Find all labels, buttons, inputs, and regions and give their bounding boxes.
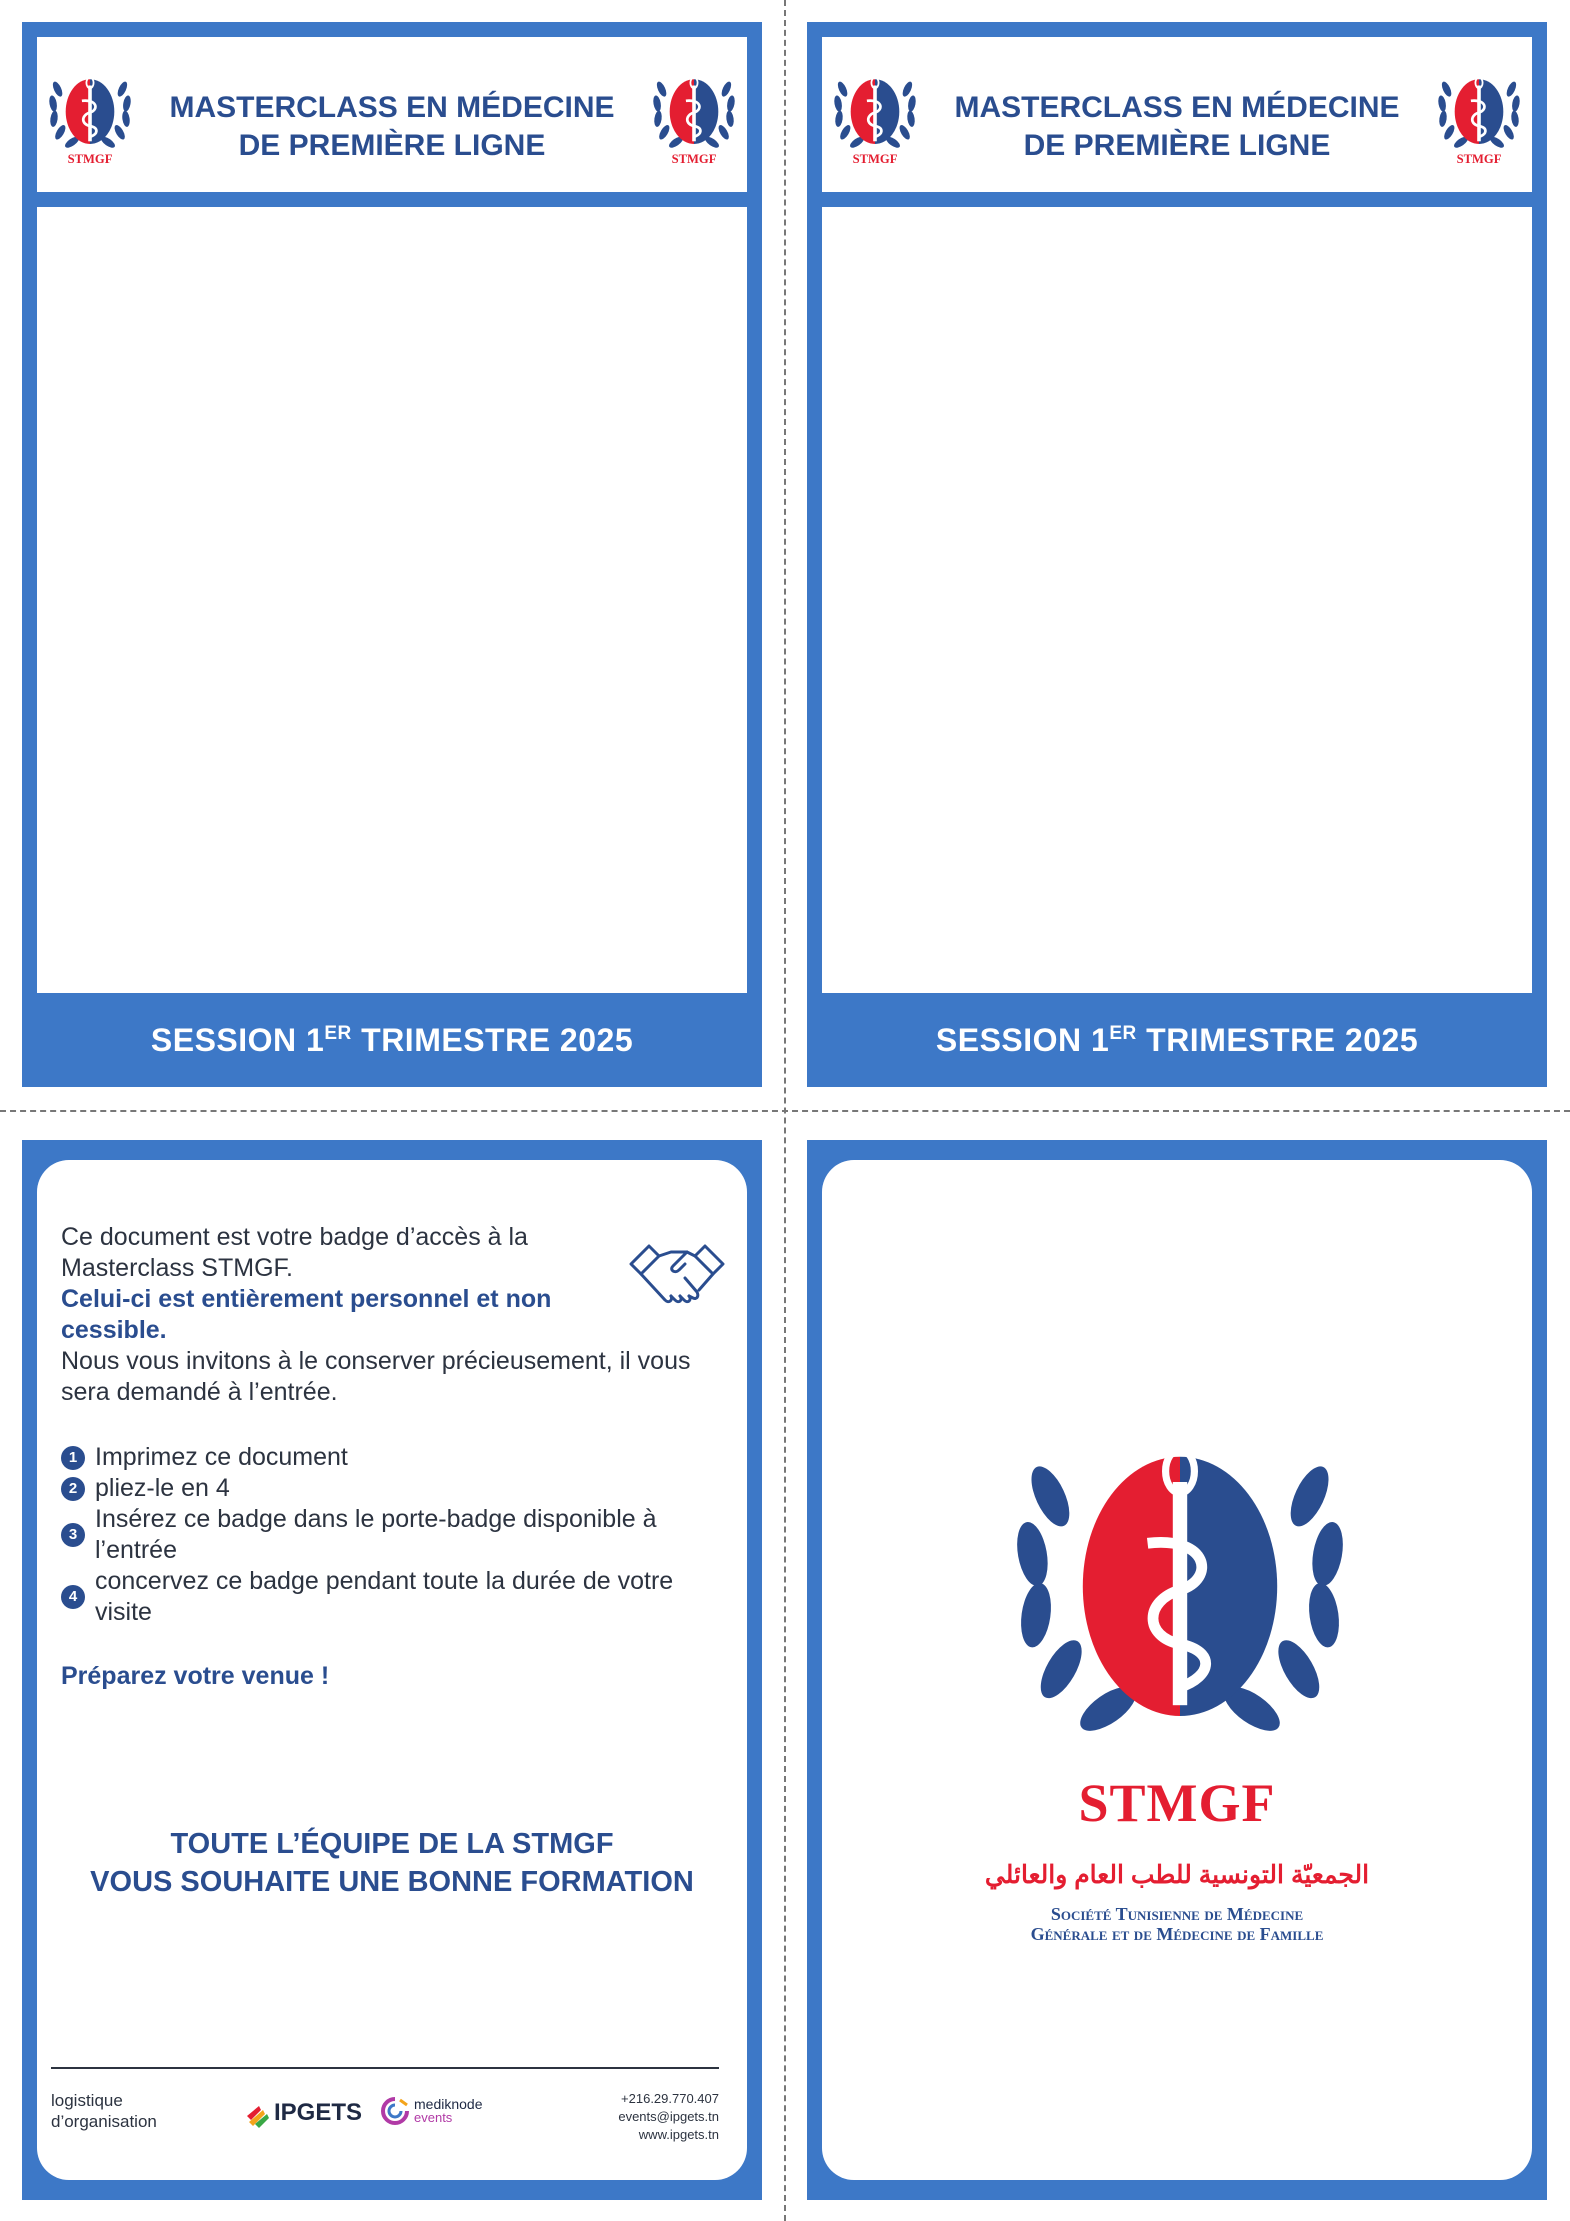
- badge-header: [822, 37, 1532, 192]
- mediknode-logo: mediknode events: [380, 2096, 483, 2126]
- session-label: SESSION 1ER TRIMESTRE 2025: [150, 1022, 634, 1058]
- badge-front-left: [22, 22, 762, 1087]
- cover-panel: [822, 1160, 1532, 2180]
- stmgf-logo-icon: [45, 67, 135, 167]
- badge-front-right: [807, 22, 1547, 1087]
- list-item: 4 concervez ce badge pendant toute la durée de votre visite: [61, 1566, 721, 1628]
- logistique-label: logistique d’organisation: [51, 2091, 157, 2131]
- stmgf-logo-icon: [649, 67, 739, 167]
- contact-info: [618, 2090, 719, 2144]
- svg-text:STMGF: STMGF: [852, 151, 898, 166]
- ipgets-logo: IPGETS: [245, 2098, 362, 2128]
- badge-blank-area: [37, 207, 747, 993]
- stmgf-wordmark: STMGF: [1078, 1773, 1276, 1833]
- society-name: Société Tunisienne de Médecine Générale et de Médecine de Famille: [1030, 1904, 1324, 1944]
- info-panel: [37, 1160, 747, 2180]
- footer-divider: [51, 2067, 719, 2069]
- badge-cover-card: [807, 1140, 1547, 2200]
- intro-text: Ce document est votre badge d’accès à la Masterclass STMGF. Celui-ci est entièrement personnel et non cessible. Nous vous invitons à le conserver précieusement, il vous sera demandé à l’entrée.: [61, 1223, 691, 1406]
- badge-info-card: [22, 1140, 762, 2200]
- list-item: 1 Imprimez ce document: [61, 1442, 721, 1473]
- ipgets-mark-icon: [245, 2098, 271, 2128]
- mediknode-mark-icon: [380, 2096, 410, 2126]
- contact-email: events@ipgets.tn: [618, 2109, 719, 2124]
- step-number-badge: 4: [61, 1585, 85, 1609]
- svg-text:STMGF: STMGF: [1456, 151, 1502, 166]
- stmgf-logo-icon: [830, 67, 920, 167]
- list-item: 3 Insérez ce badge dans le porte-badge disponible à l’entrée: [61, 1504, 721, 1566]
- step-number-badge: 2: [61, 1477, 85, 1501]
- badge-header: [37, 37, 747, 192]
- fold-line-horizontal: [0, 1110, 1570, 1112]
- arabic-society-name: الجمعيّة التونسية للطب العام والعائلي: [984, 1861, 1370, 1889]
- instruction-list: [61, 1442, 721, 1628]
- svg-text:STMGF: STMGF: [671, 151, 717, 166]
- badge-blank-area: [822, 207, 1532, 993]
- stmgf-emblem-icon: [1000, 1410, 1360, 1770]
- contact-website: www.ipgets.tn: [638, 2127, 719, 2142]
- step-number-badge: 1: [61, 1446, 85, 1470]
- session-label: SESSION 1ER TRIMESTRE 2025: [935, 1022, 1419, 1058]
- contact-phone: +216.29.770.407: [621, 2091, 719, 2106]
- masterclass-title: MASTERCLASS EN MÉDECINE DE PREMIÈRE LIGNE: [169, 91, 615, 162]
- step-number-badge: 3: [61, 1523, 85, 1547]
- team-message: TOUTE L’ÉQUIPE DE LA STMGF VOUS SOUHAITE UNE BONNE FORMATION: [90, 1828, 694, 1898]
- masterclass-title: MASTERCLASS EN MÉDECINE DE PREMIÈRE LIGNE: [954, 91, 1400, 162]
- prepare-text: Préparez votre venue !: [61, 1662, 330, 1690]
- handshake-icon: [627, 1238, 727, 1318]
- list-item: 2 pliez-le en 4: [61, 1473, 721, 1504]
- svg-text:STMGF: STMGF: [67, 151, 113, 166]
- stmgf-logo-icon: [1434, 67, 1524, 167]
